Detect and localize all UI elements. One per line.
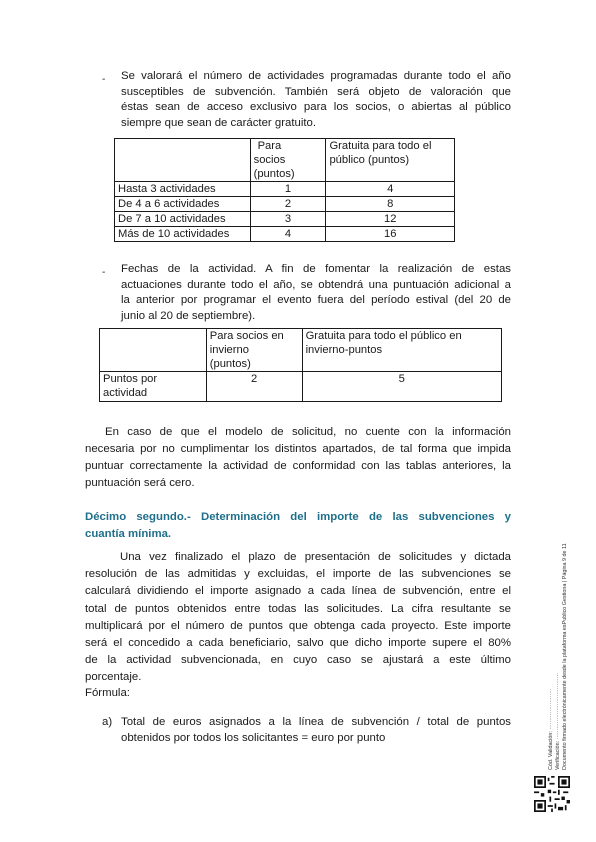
text-line: total de puntos obtenidos entre todas las solicitudes. La cifra resultante se <box>85 602 511 615</box>
text-line: Una vez finalizado el plazo de presentación de solicitudes y dictada <box>120 551 511 563</box>
table-header-empty <box>115 139 251 182</box>
text-line: puntuación será cero. <box>85 477 195 489</box>
bullet-marker: - <box>102 267 106 278</box>
table-header-publico-invierno: Gratuita para todo el público en invierno-puntos <box>302 329 501 372</box>
table-row: Más de 10 actividades 4 16 <box>115 227 455 242</box>
formula-label: Fórmula: <box>85 687 130 699</box>
text-line: de la actividad subvencionada, en cuyo caso se ajustará a este último <box>85 654 511 667</box>
table-header-publico: Gratuita para todo el público (puntos) <box>326 139 455 182</box>
text-line: necesaria por no cumplimentar los distintos apartados, de tal forma que impida <box>85 443 511 455</box>
formula-marker: a) <box>102 716 113 728</box>
text-line: será el concedido a cada beneficiario, salvo que dicho importe supere el 80% <box>85 637 511 650</box>
bullet-marker: - <box>102 74 106 85</box>
text-line: actuaciones durante todo el año, se obtendrá una puntuación adicional a <box>121 278 511 291</box>
table-row: De 7 a 10 actividades 3 12 <box>115 212 455 227</box>
text-line: Fechas de la actividad. A fin de fomentar la realización de estas <box>121 263 511 275</box>
text-line: puntuar correctamente la actividad de conformidad con las tablas anteriores, la <box>85 460 511 472</box>
text-line: junio al 20 de septiembre). <box>121 309 256 322</box>
table-row: De 4 a 6 actividades 2 8 <box>115 197 455 212</box>
winter-points-table <box>99 328 502 402</box>
formula-item <box>121 715 511 746</box>
text-line: resolución de las admitidas y excluidas, el importe de las subvenciones se <box>85 568 511 581</box>
text-line: porcentaje. <box>85 671 142 684</box>
table-header-socios-invierno: Para socios en invierno (puntos) <box>206 329 302 372</box>
section1-paragraph <box>121 69 511 131</box>
row-label: Puntos por actividad <box>100 372 207 402</box>
table-row <box>100 372 502 402</box>
table-header-socios: Para socios (puntos) <box>250 139 326 182</box>
body-paragraph <box>85 549 511 687</box>
value-cell: 2 <box>206 372 302 402</box>
text-line: En caso de que el modelo de solicitud, no cuente con la información <box>105 426 511 438</box>
text-line: calculará dividiendo el importe asignado a cada línea de subvención, entre el <box>85 585 511 598</box>
qr-code-icon <box>534 776 570 812</box>
text-line: Total de euros asignados a la línea de subvención / total de puntos <box>121 716 511 728</box>
table-row: Hasta 3 actividades 1 4 <box>115 182 455 197</box>
text-line: siempre que sean de carácter gratuito. <box>121 116 317 129</box>
section2-paragraph <box>121 262 511 324</box>
validation-stamp: Cód. Validación: ······················· Verificación: ····································· Documento firmado electrónicamente desde la plataforma esPublico Gestiona | Página 9 de 11 <box>548 543 568 770</box>
text-line: la anterior por programar el evento fuera del período estival (del 20 de <box>121 294 511 307</box>
text-line: obtenidos por todos los solicitantes = euro por punto <box>121 731 386 744</box>
activities-points-table <box>114 138 455 242</box>
section-heading: Décimo segundo.- Determinación del importe de las subvenciones y cuantía mínima. <box>85 511 511 540</box>
text-line: susceptibles de subvención. También será objeto de valoración que <box>121 85 511 98</box>
text-line: éstas sean de acceso exclusivo para los socios, o abiertas al público <box>121 101 511 114</box>
note-paragraph <box>85 424 511 492</box>
text-line: multiplicará por el número de puntos que obtenga cada proyecto. Este importe <box>85 619 511 632</box>
value-cell: 5 <box>302 372 501 402</box>
table-header-empty <box>100 329 207 372</box>
text-line: Se valorará el número de actividades programadas durante todo el año <box>121 70 511 82</box>
